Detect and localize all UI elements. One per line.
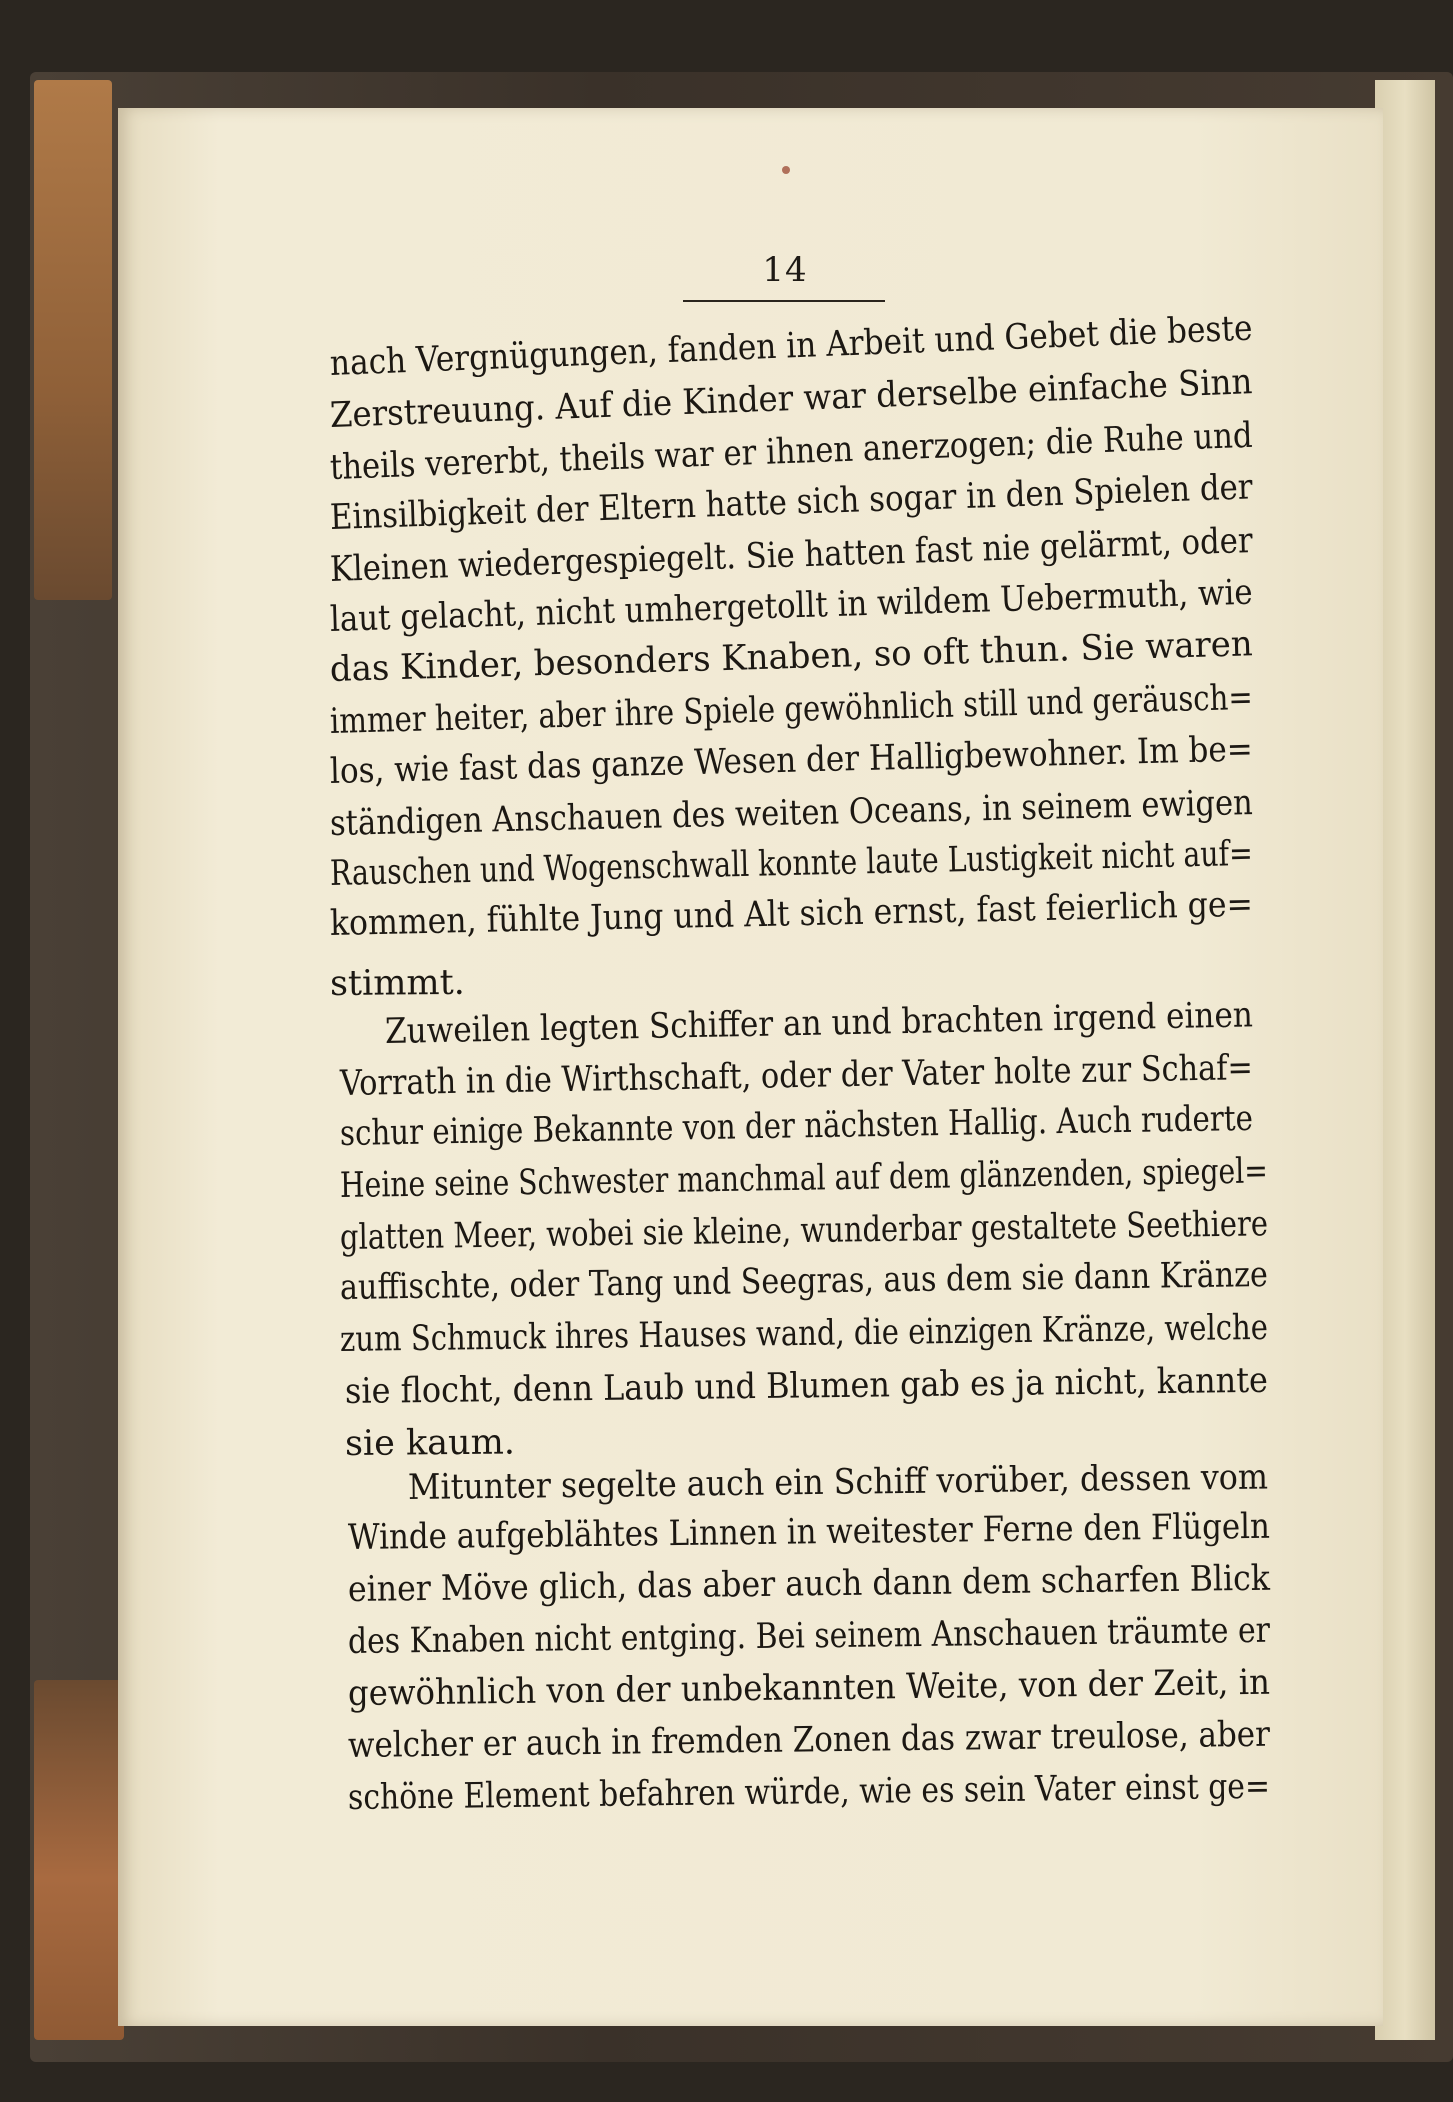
- text-line: ständigen Anschauen des weiten Oceans, in seinem ewigen: [329, 783, 1254, 844]
- text-line: kommen, fühlte Jung und Alt sich ernst, fast feierlich ge=: [329, 884, 1254, 944]
- text-line: stimmt.: [329, 962, 465, 1004]
- text-line: gewöhnlich von der unbekannten Weite, von der Zeit, in: [347, 1662, 1271, 1714]
- text-line: Zuweilen legten Schiffer an und brachten irgend einen: [384, 995, 1254, 1052]
- text-line: immer heiter, aber ihre Spiele gewöhnlich still und geräusch=: [329, 677, 1254, 742]
- text-line: einer Möve glich, das aber auch dann dem scharfen Blick: [347, 1558, 1271, 1610]
- text-line: nach Vergnügungen, fanden in Arbeit und Gebet die beste: [329, 308, 1254, 384]
- text-line: Mitunter segelte auch ein Schiff vorüber, dessen vom: [407, 1457, 1269, 1508]
- text-line: sie kaum.: [344, 1422, 516, 1464]
- page-number: 14: [762, 250, 808, 290]
- text-line: auffischte, oder Tang und Seegras, aus dem sie dann Kränze: [339, 1255, 1269, 1308]
- text-line: Zerstreuung. Auf die Kinder war derselbe einfache Sinn: [329, 362, 1254, 436]
- page-number-rule: [683, 300, 885, 302]
- text-line: sie flocht, denn Laub und Blumen gab es ja nicht, kannte: [344, 1360, 1269, 1412]
- text-line: des Knaben nicht entging. Bei seinem Anschauen träumte er: [347, 1610, 1271, 1662]
- text-line: Einsilbigkeit der Eltern hatte sich sogar in den Spielen der: [329, 467, 1254, 538]
- cover-leather-corner-top: [34, 80, 112, 600]
- text-line: glatten Meer, wobei sie kleine, wunderbar gestaltete Seethiere: [339, 1204, 1269, 1258]
- text-line: Vorrath in die Wirthschaft, oder der Vater holte zur Schaf=: [339, 1048, 1254, 1104]
- text-line: welcher er auch in fremden Zonen das zwar treulose, aber: [347, 1714, 1271, 1766]
- text-line: schur einige Bekannte von der nächsten Hallig. Auch ruderte: [339, 1098, 1254, 1154]
- text-line: zum Schmuck ihres Hauses wand, die einzigen Kränze, welche: [339, 1307, 1269, 1360]
- text-line: laut gelacht, nicht umhergetollt in wildem Uebermuth, wie: [329, 572, 1254, 640]
- text-line: theils vererbt, theils war er ihnen anerzogen; die Ruhe und: [329, 415, 1254, 488]
- text-line: Rauschen und Wogenschwall konnte laute Lustigkeit nicht auf=: [329, 833, 1254, 894]
- text-line: schöne Element befahren würde, wie es sein Vater einst ge=: [347, 1766, 1271, 1818]
- text-line: los, wie fast das ganze Wesen der Halligbewohner. Im be=: [329, 729, 1254, 792]
- cover-leather-corner-bottom: [34, 1680, 124, 2040]
- text-line: Winde aufgeblähtes Linnen in weitester Ferne den Flügeln: [347, 1506, 1271, 1558]
- facing-page-edge: [1375, 80, 1435, 2040]
- text-line: Kleinen wiedergespiegelt. Sie hatten fast nie gelärmt, oder: [329, 521, 1254, 590]
- paper-spot: [782, 166, 790, 174]
- text-line: das Kinder, besonders Knaben, so oft thun. Sie waren: [329, 624, 1254, 690]
- text-line: Heine seine Schwester manchmal auf dem glänzenden, spiegel=: [339, 1151, 1269, 1206]
